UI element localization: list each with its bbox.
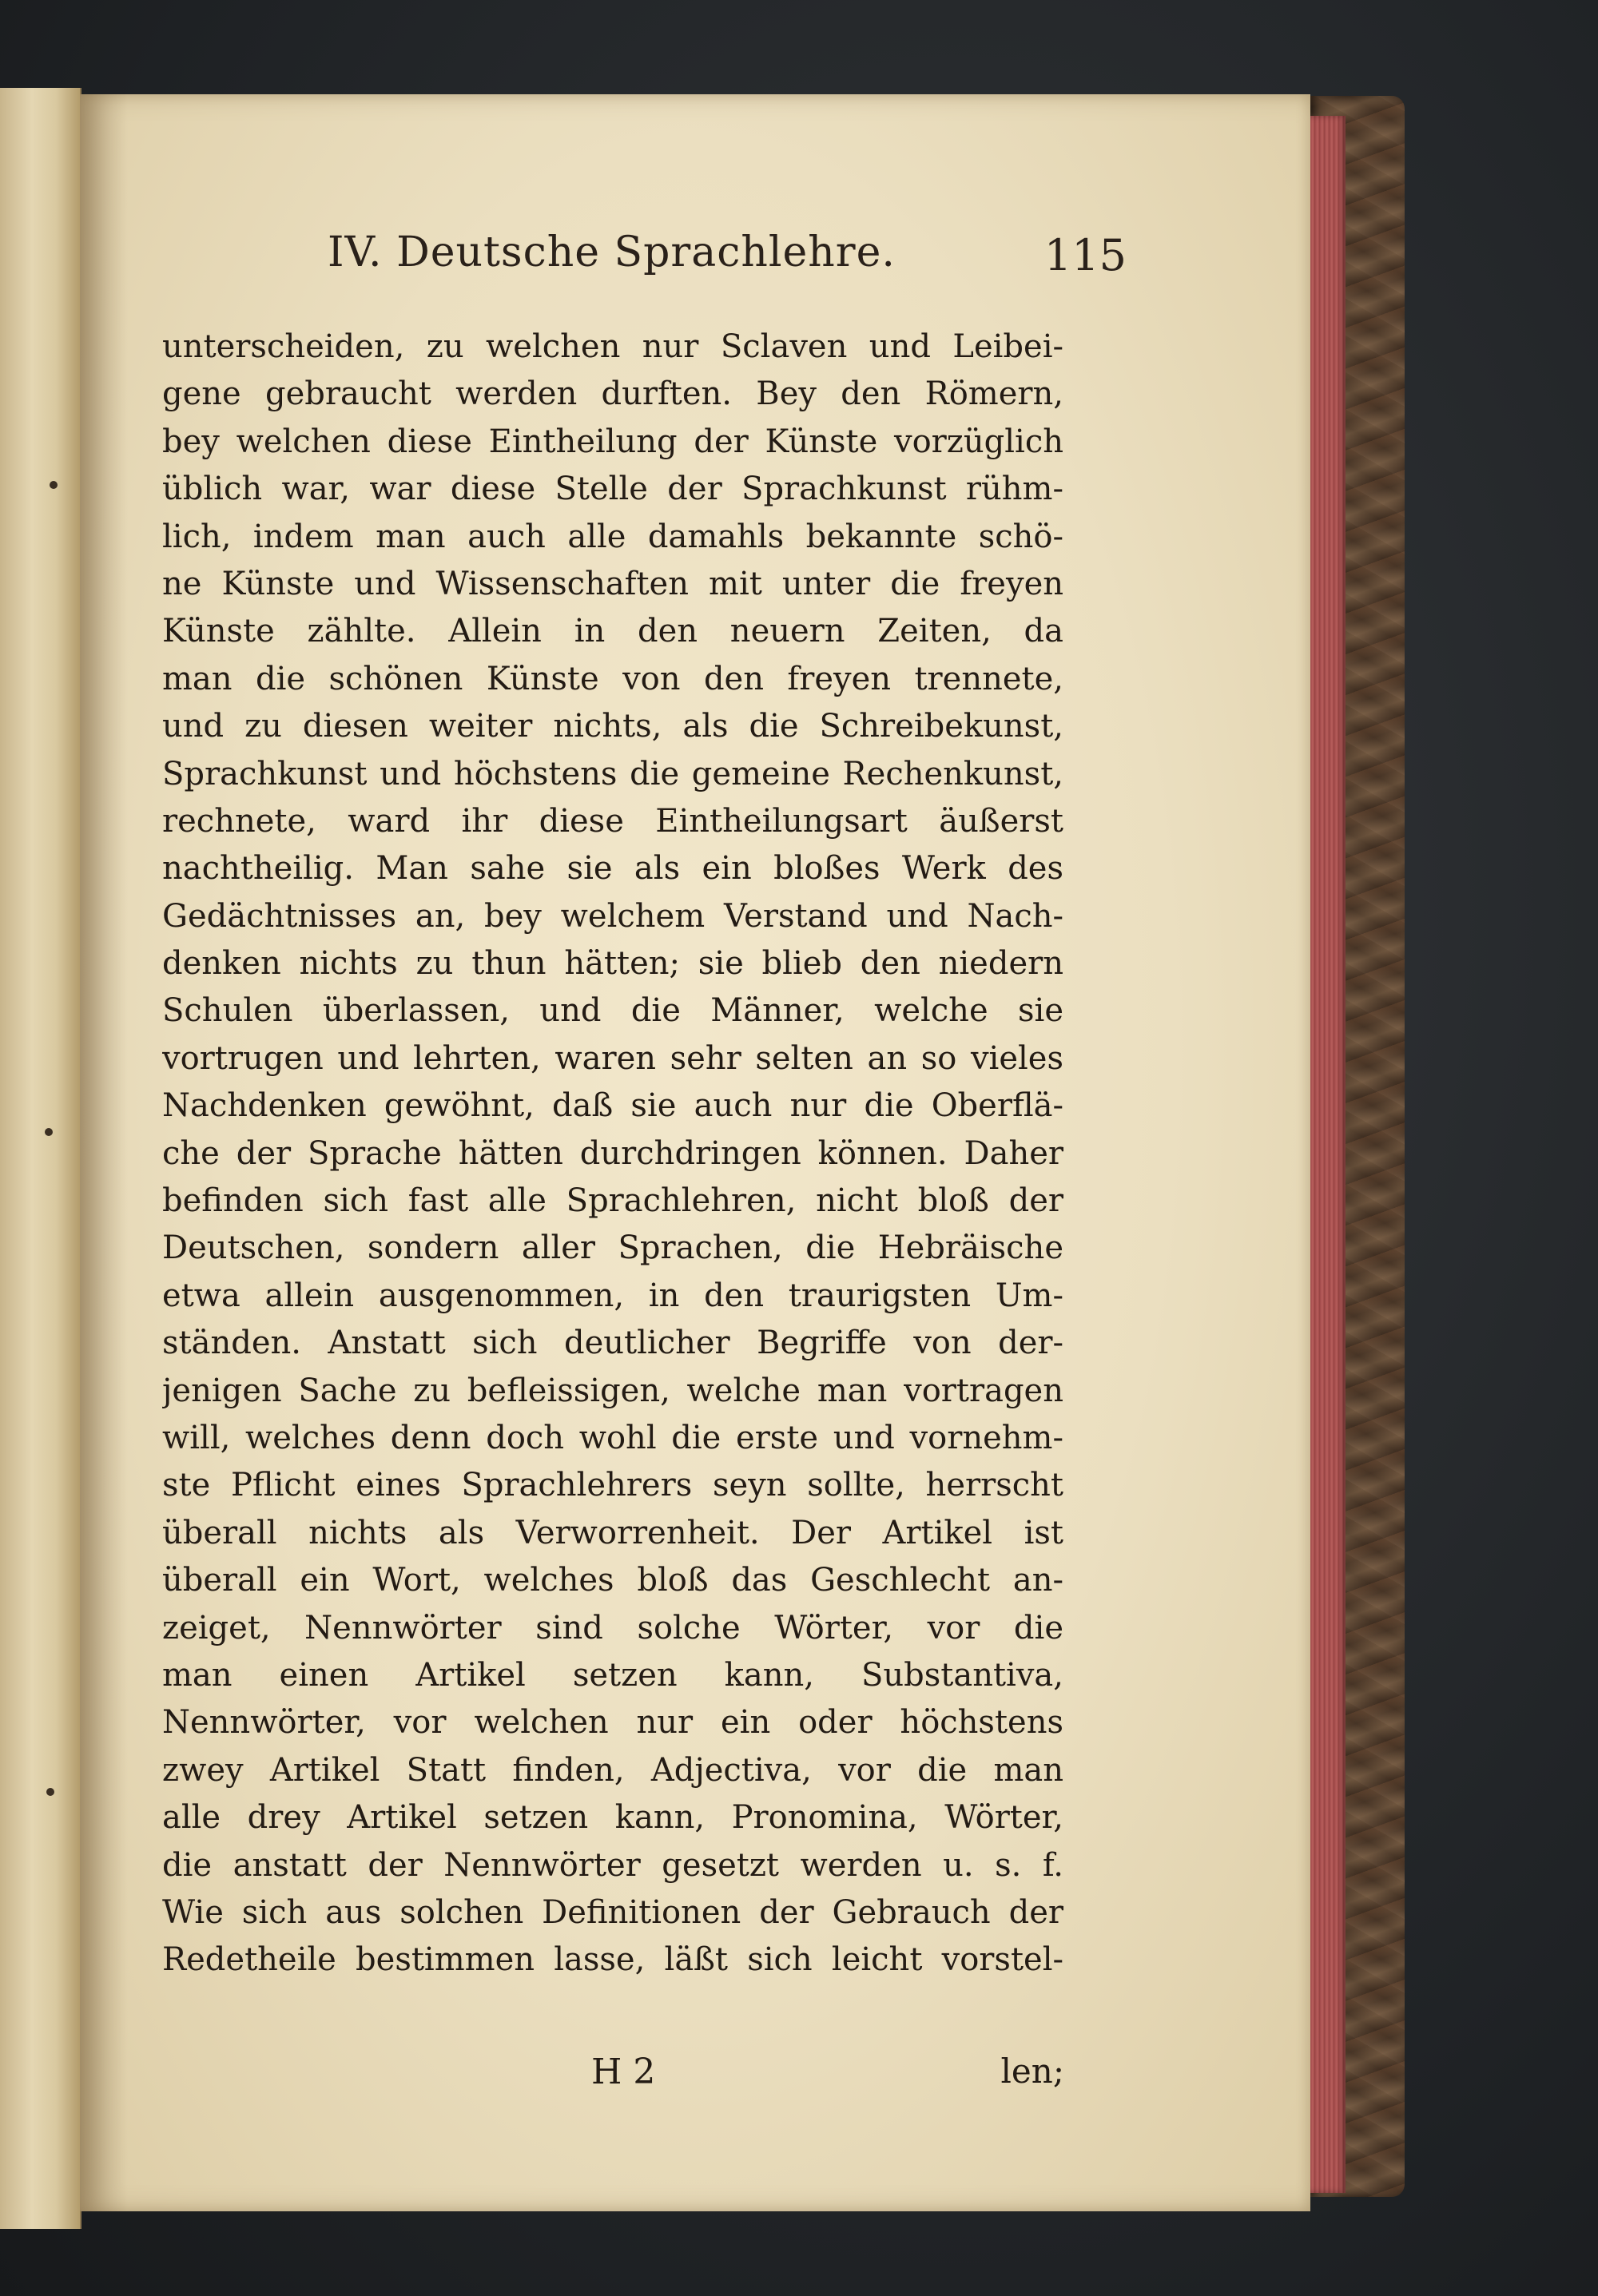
text-line: überall nichts als Verworrenheit. Der Artikel ist bbox=[162, 1514, 1063, 1551]
text-line: Nennwörter, vor welchen nur ein oder höchstens bbox=[162, 1704, 1063, 1742]
text-line: Wie sich aus solchen Definitionen der Gebrauch der bbox=[162, 1893, 1063, 1931]
text-line: zeiget, Nennwörter sind solche Wörter, vor die bbox=[162, 1609, 1063, 1647]
text-line: jenigen Sache zu befleissigen, welche man vortragen bbox=[162, 1372, 1063, 1409]
text-line: Sprachkunst und höchstens die gemeine Rechenkunst, bbox=[162, 755, 1063, 792]
margin-mark bbox=[45, 1128, 53, 1136]
text-line: bey welchen diese Eintheilung der Künste vorzüglich bbox=[162, 423, 1063, 460]
chapter-title: IV. Deutsche Sprachlehre. bbox=[328, 228, 896, 276]
text-line: alle drey Artikel setzen kann, Pronomina, Wörter, bbox=[162, 1799, 1063, 1837]
text-line: üblich war, war diese Stelle der Sprachkunst rühm- bbox=[162, 471, 1063, 508]
text-line: Künste zählte. Allein in den neuern Zeiten, da bbox=[162, 613, 1063, 650]
text-line: denken nichts zu thun hätten; sie blieb den niedern bbox=[162, 945, 1063, 983]
text-line: Deutschen, sondern aller Sprachen, die Hebräische bbox=[162, 1229, 1063, 1267]
running-head bbox=[328, 228, 1127, 300]
text-line: unterscheiden, zu welchen nur Sclaven und Leibei- bbox=[162, 328, 1063, 365]
text-line: Gedächtnisses an, bey welchem Verstand und Nach- bbox=[162, 897, 1063, 935]
book-page bbox=[80, 94, 1310, 2211]
text-line: nachtheilig. Man sahe sie als ein bloßes Werk des bbox=[162, 850, 1063, 888]
text-line: man die schönen Künste von den freyen trennete, bbox=[162, 660, 1063, 697]
text-line: ste Pflicht eines Sprachlehrers seyn sollte, herrscht bbox=[162, 1467, 1063, 1504]
text-line: gene gebraucht werden durften. Bey den Römern, bbox=[162, 375, 1063, 413]
previous-page-edge bbox=[0, 88, 81, 2229]
text-line: ständen. Anstatt sich deutlicher Begriffe von der- bbox=[162, 1325, 1063, 1362]
text-line: Redetheile bestimmen lasse, läßt sich leicht vorstel- bbox=[162, 1941, 1063, 1979]
margin-mark bbox=[50, 481, 58, 489]
text-line: man einen Artikel setzen kann, Substantiva, bbox=[162, 1656, 1063, 1694]
text-line: Nachdenken gewöhnt, daß sie auch nur die Oberflä- bbox=[162, 1087, 1063, 1125]
text-line: will, welches denn doch wohl die erste und vornehm- bbox=[162, 1419, 1063, 1456]
text-line: etwa allein ausgenommen, in den traurigsten Um- bbox=[162, 1277, 1063, 1314]
text-line: che der Sprache hätten durchdringen können. Daher bbox=[162, 1134, 1063, 1172]
text-line: ne Künste und Wissenschaften mit unter die freyen bbox=[162, 565, 1063, 602]
text-line: die anstatt der Nennwörter gesetzt werden u. s. f. bbox=[162, 1846, 1063, 1884]
signature-mark: H 2 bbox=[591, 2052, 656, 2092]
text-line: vortrugen und lehrten, waren sehr selten an so vieles bbox=[162, 1039, 1063, 1077]
text-line: rechnete, ward ihr diese Eintheilungsart äußerst bbox=[162, 802, 1063, 840]
text-line: überall ein Wort, welches bloß das Geschlecht an- bbox=[162, 1562, 1063, 1599]
body-text bbox=[162, 324, 1063, 1984]
catchword: len; bbox=[1000, 2052, 1064, 2091]
text-line: befinden sich fast alle Sprachlehren, nicht bloß der bbox=[162, 1182, 1063, 1220]
text-line: lich, indem man auch alle damahls bekannte schö- bbox=[162, 518, 1063, 555]
margin-mark bbox=[46, 1788, 54, 1796]
text-line: Schulen überlassen, und die Männer, welche sie bbox=[162, 992, 1063, 1030]
text-line: und zu diesen weiter nichts, als die Schreibekunst, bbox=[162, 708, 1063, 745]
text-line: zwey Artikel Statt finden, Adjectiva, vor die man bbox=[162, 1751, 1063, 1789]
page-footer bbox=[591, 2052, 1064, 2107]
page-number: 115 bbox=[1043, 230, 1127, 280]
